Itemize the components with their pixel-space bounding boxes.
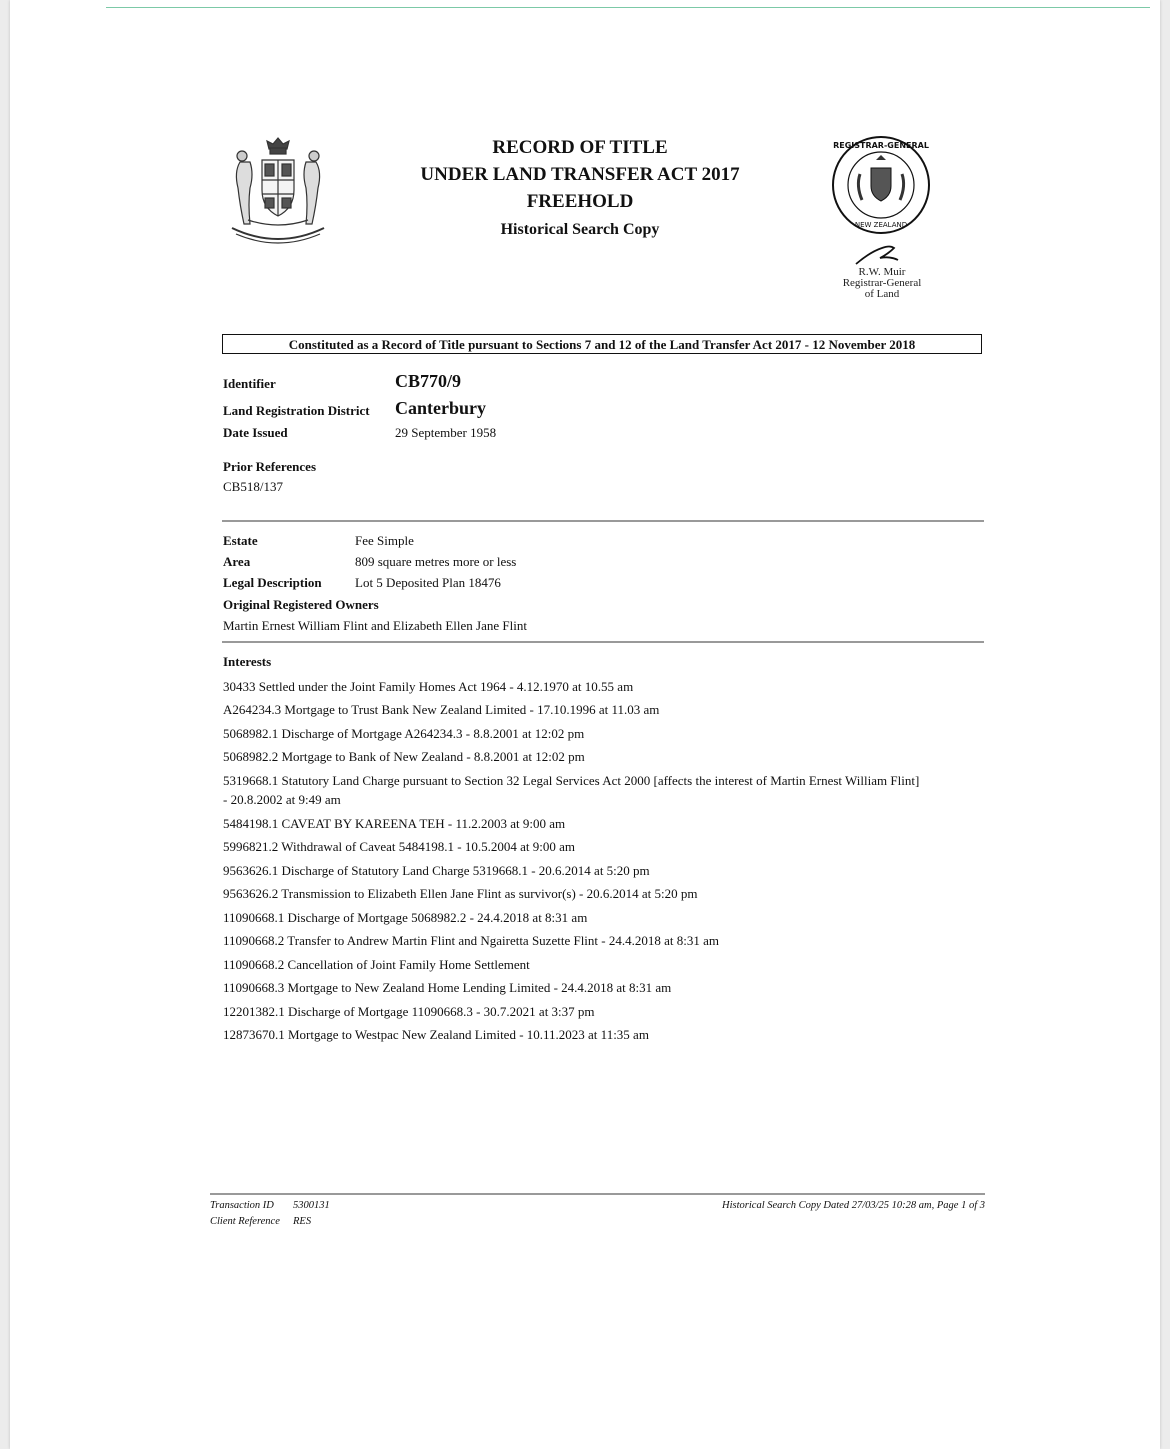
transaction-id-value: 5300131	[293, 1200, 330, 1211]
document-subtitle: Historical Search Copy	[500, 221, 660, 238]
registrar-signature-block	[820, 267, 944, 300]
section-divider	[222, 520, 984, 522]
interest-item: A264234.3 Mortgage to Trust Bank New Zealand Limited - 17.10.1996 at 11.03 am	[223, 702, 660, 717]
interest-item: 30433 Settled under the Joint Family Homes Act 1964 - 4.12.1970 at 10.55 am	[223, 679, 634, 694]
signature-icon	[850, 238, 920, 268]
interest-item: 11090668.1 Discharge of Mortgage 5068982.2 - 24.4.2018 at 8:31 am	[223, 910, 588, 925]
interest-item: 5068982.1 Discharge of Mortgage A264234.3 - 8.8.2001 at 12:02 pm	[223, 726, 585, 741]
registrar-title-1: Registrar-General	[842, 277, 922, 289]
interest-item: 5484198.1 CAVEAT BY KAREENA TEH - 11.2.2003 at 9:00 am	[223, 816, 566, 831]
estate-value: Fee Simple	[355, 533, 414, 548]
area-label: Area	[223, 554, 251, 569]
district-label: Land Registration District	[223, 403, 370, 418]
seal-text: REGISTRAR-GENERAL	[833, 141, 929, 150]
top-rule	[106, 7, 1150, 8]
constituted-banner: Constituted as a Record of Title pursuant to Sections 7 and 12 of the Land Transfer Act 2017 - 12 November 2018	[222, 334, 982, 354]
interest-item: 11090668.3 Mortgage to New Zealand Home Lending Limited - 24.4.2018 at 8:31 am	[223, 980, 672, 995]
registrar-title-2: of Land	[864, 288, 900, 300]
registrar-name: R.W. Muir	[858, 266, 906, 278]
identifier-label: Identifier	[223, 376, 276, 391]
title-line-3: FREEHOLD	[526, 191, 634, 212]
interest-item: 5068982.2 Mortgage to Bank of New Zealand - 8.8.2001 at 12:02 pm	[223, 749, 585, 764]
search-copy-date: Historical Search Copy Dated 27/03/25 10:28 am, Page 1 of 3	[722, 1200, 985, 1211]
district-value: Canterbury	[395, 398, 486, 418]
date-issued-value: 29 September 1958	[395, 425, 497, 440]
client-reference-value: RES	[293, 1216, 312, 1227]
prior-references-value: CB518/137	[223, 479, 283, 494]
interest-item: 12201382.1 Discharge of Mortgage 11090668.3 - 30.7.2021 at 3:37 pm	[223, 1004, 595, 1019]
coat-of-arms-icon	[218, 132, 338, 252]
footer-divider	[210, 1193, 985, 1195]
original-owners-value: Martin Ernest William Flint and Elizabeth Ellen Jane Flint	[223, 618, 527, 633]
transaction-id-label: Transaction ID	[210, 1200, 274, 1211]
client-reference-label: Client Reference	[210, 1216, 280, 1227]
section-divider	[222, 641, 984, 643]
title-line-1: RECORD OF TITLE	[492, 137, 668, 158]
legal-description-value: Lot 5 Deposited Plan 18476	[355, 575, 501, 590]
registrar-seal-icon	[830, 134, 932, 236]
interests-label: Interests	[223, 654, 272, 669]
title-line-2: UNDER LAND TRANSFER ACT 2017	[420, 164, 740, 185]
svg-text:NEW ZEALAND: NEW ZEALAND	[854, 221, 908, 229]
identifier-value: CB770/9	[395, 371, 462, 391]
document-header	[380, 134, 780, 239]
prior-references-label: Prior References	[223, 459, 316, 474]
interest-item: 11090668.2 Transfer to Andrew Martin Flint and Ngairetta Suzette Flint - 24.4.2018 at 8:31 am	[223, 933, 719, 948]
interest-item: 5319668.1 Statutory Land Charge pursuant to Section 32 Legal Services Act 2000 [affects the interest of Martin Ernest William Flint] - 20.8.2002 at 9:49 am	[223, 773, 920, 807]
original-owners-label: Original Registered Owners	[223, 597, 379, 612]
interest-item: 5996821.2 Withdrawal of Caveat 5484198.1 - 10.5.2004 at 9:00 am	[223, 839, 575, 854]
date-issued-label: Date Issued	[223, 425, 288, 440]
interest-item: 12873670.1 Mortgage to Westpac New Zealand Limited - 10.11.2023 at 11:35 am	[223, 1027, 649, 1042]
interest-item: 11090668.2 Cancellation of Joint Family Home Settlement	[223, 957, 530, 972]
area-value: 809 square metres more or less	[355, 554, 517, 569]
interest-item: 9563626.2 Transmission to Elizabeth Ellen Jane Flint as survivor(s) - 20.6.2014 at 5:20 pm	[223, 886, 698, 901]
interest-item: 9563626.1 Discharge of Statutory Land Charge 5319668.1 - 20.6.2014 at 5:20 pm	[223, 863, 650, 878]
estate-label: Estate	[223, 533, 258, 548]
legal-description-label: Legal Description	[223, 575, 322, 590]
